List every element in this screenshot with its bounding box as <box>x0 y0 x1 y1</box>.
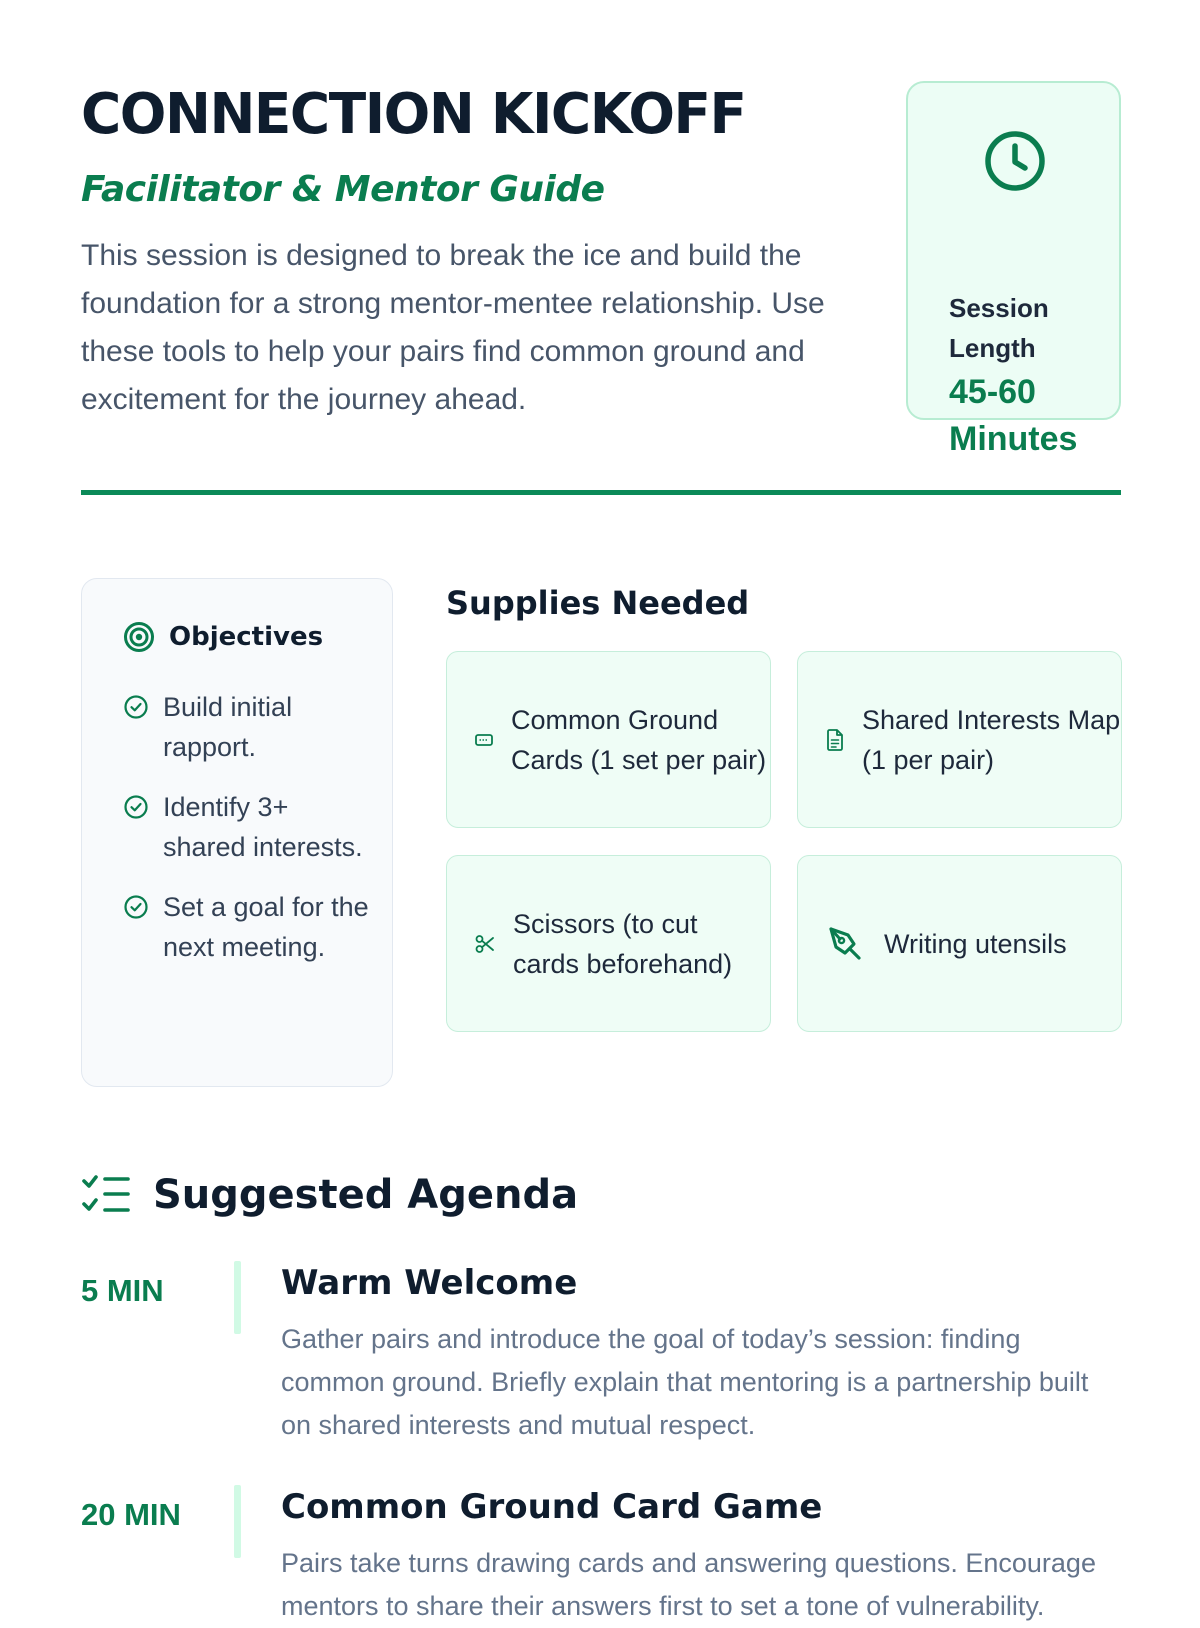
agenda-divider <box>234 1261 241 1334</box>
agenda-heading-label: Suggested Agenda <box>153 1172 579 1218</box>
session-length-value: 45-60 Minutes <box>949 373 1078 458</box>
agenda-item-description: Gather pairs and introduce the goal of today’s session: finding common ground. Briefly explain that mentoring is a partnership built on shared interests and mutual respect. <box>281 1324 1089 1440</box>
supply-item-cards <box>446 651 771 828</box>
objective-item <box>123 687 373 767</box>
objectives-list <box>123 687 373 987</box>
agenda-time: 20 MIN <box>81 1497 181 1532</box>
intro-paragraph: This session is designed to break the ice and build the foundation for a strong mentor-mentee relationship. Use these tools to help your pairs find common ground and excitement for the journey ahead. <box>81 239 825 416</box>
check-circle-icon <box>123 794 149 820</box>
objective-item <box>123 787 373 867</box>
objective-text: Set a goal for the next meeting. <box>163 892 369 962</box>
supply-label: Common Ground Cards (1 set per pair) <box>511 704 767 775</box>
supplies-heading: Supplies Needed <box>446 584 750 622</box>
supply-item-map <box>797 651 1122 828</box>
agenda-item-title: Common Ground Card Game <box>281 1487 823 1527</box>
check-circle-icon <box>123 894 149 920</box>
header-divider <box>81 490 1121 495</box>
agenda-item-title: Warm Welcome <box>281 1263 578 1303</box>
session-length-label: Session Length <box>949 293 1049 363</box>
supply-item-writing <box>797 855 1122 1032</box>
pen-icon <box>826 925 866 963</box>
agenda-time: 5 MIN <box>81 1273 164 1308</box>
scissors-icon <box>475 934 495 954</box>
guide-page <box>81 0 1121 1621</box>
objective-text: Build initial rapport. <box>163 692 293 762</box>
page-title: CONNECTION KICKOFF <box>81 82 746 147</box>
objectives-heading-label: Objectives <box>169 622 324 652</box>
clock-icon <box>983 129 1047 193</box>
target-icon <box>123 621 155 653</box>
objectives-card <box>81 578 393 1087</box>
session-length-card <box>906 81 1121 458</box>
supply-label: Writing utensils <box>884 928 1067 959</box>
objective-text: Identify 3+ shared interests. <box>163 792 363 862</box>
supply-label: Scissors (to cut cards beforehand) <box>513 908 733 979</box>
header <box>81 84 881 424</box>
agenda-item-description: Pairs take turns drawing cards and answering questions. Encourage mentors to share their answers first to set a tone of vulnerability. <box>281 1548 1096 1621</box>
objective-item <box>123 887 373 967</box>
document-icon <box>826 729 844 751</box>
supply-label: Shared Interests Map (1 per pair) <box>862 704 1121 775</box>
check-circle-icon <box>123 694 149 720</box>
checklist-icon <box>81 1173 131 1217</box>
agenda-divider <box>234 1485 241 1558</box>
objectives-heading <box>123 621 323 653</box>
agenda-heading <box>81 1172 578 1218</box>
card-icon <box>475 733 493 747</box>
page-subtitle: Facilitator & Mentor Guide <box>81 169 605 210</box>
supply-item-scissors <box>446 855 771 1032</box>
